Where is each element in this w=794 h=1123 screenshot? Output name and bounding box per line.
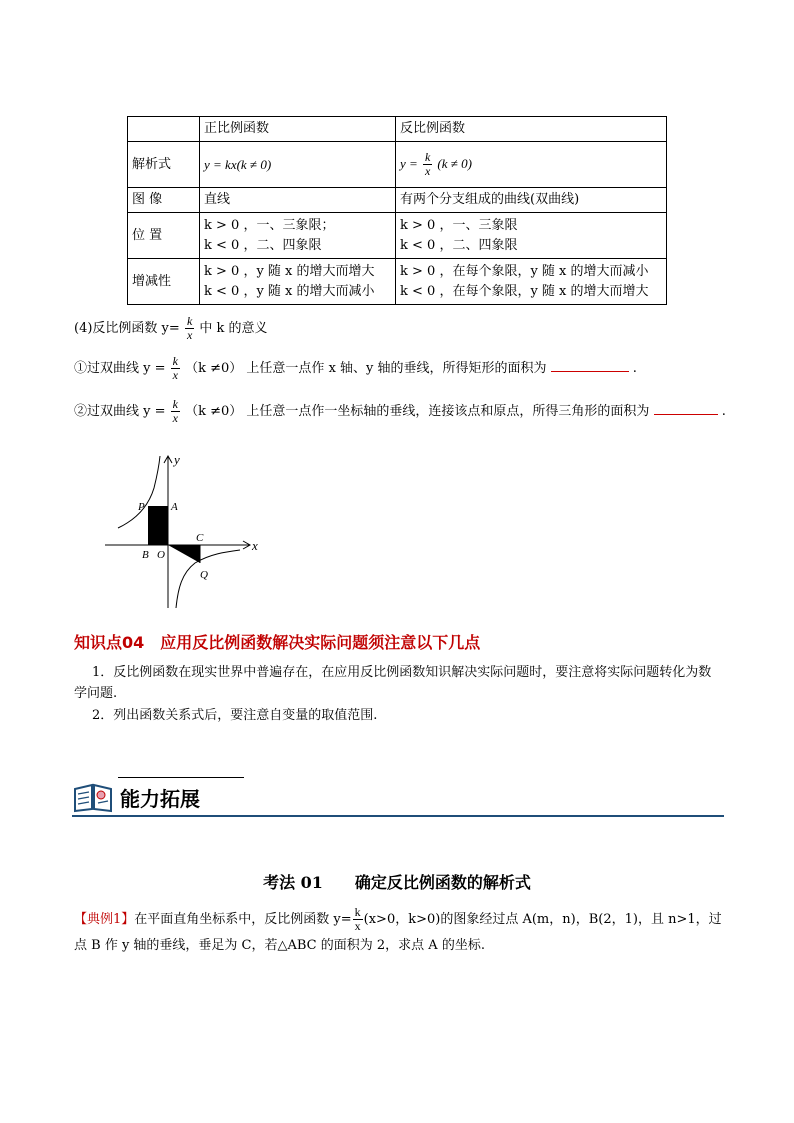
fraction: $\frac{k}{x}$ bbox=[354, 905, 361, 933]
table-row bbox=[128, 259, 667, 305]
row-label: 增减性 bbox=[128, 259, 200, 305]
knowledge-point-title: 知识点04 应用反比例函数解决实际问题须注意以下几点 bbox=[74, 633, 481, 652]
section-heading bbox=[72, 775, 724, 817]
inverse-formula: y = $\frac{k}{x}$ (k ≠ 0) bbox=[396, 142, 667, 188]
fraction: $\frac{k}{x}$ bbox=[424, 150, 431, 178]
answer-blank[interactable] bbox=[551, 360, 629, 372]
label-b: B bbox=[142, 549, 149, 561]
fraction: $\frac{k}{x}$ bbox=[172, 397, 178, 425]
label-c: C bbox=[196, 532, 204, 544]
example-1: 【典例1】在平面直角坐标系中，反比例函数 y= $\frac{k}{x}$ (x>0，k>0)的图象经过点 A(m，n)，B(2，1)，且 n>1，过点 B 作 y 轴的垂线，垂足为 C，若△ABC 的面积为 2，求点 A 的坐标. bbox=[74, 905, 722, 953]
table-header-row bbox=[128, 117, 667, 142]
table-header-cell bbox=[128, 117, 200, 142]
direct-cell: k > 0 ，一、三象限； k < 0 ，二、四象限 bbox=[200, 213, 396, 259]
section-title: 能力拓展 bbox=[120, 787, 200, 811]
label-x: x bbox=[252, 538, 258, 553]
comparison-table bbox=[127, 116, 667, 305]
direct-cell: 直线 bbox=[200, 188, 396, 213]
triangle-ocq bbox=[168, 545, 200, 563]
direct-formula: y = kx(k ≠ 0) bbox=[200, 142, 396, 188]
row-label: 解析式 bbox=[128, 142, 200, 188]
inverse-cell: k > 0 ，在每个象限，y 随 x 的增大而减小 k < 0 ，在每个象限，y 随 x 的增大而增大 bbox=[396, 259, 667, 305]
open-book-icon bbox=[72, 781, 114, 813]
fraction: $\frac{k}{x}$ bbox=[186, 314, 193, 342]
row-label: 图 像 bbox=[128, 188, 200, 213]
inverse-cell: 有两个分支组成的曲线(双曲线) bbox=[396, 188, 667, 213]
item-1: ①过双曲线 y = $\frac{k}{x}$ （k ≠0） 上任意一点作 x 轴、y 轴的垂线，所得矩形的面积为 . bbox=[74, 354, 637, 382]
method-title: 考法 01 确定反比例函数的解析式 bbox=[263, 873, 531, 892]
label-o: O bbox=[157, 549, 165, 561]
label-y: y bbox=[174, 452, 180, 467]
hyperbola-figure bbox=[100, 448, 280, 613]
knowledge-point-p1: 1．反比例函数在现实世界中普遍存在，在应用反比例函数知识解决实际问题时，要注意将实际问题转化为数学问题. bbox=[74, 665, 712, 701]
item-2: ②过双曲线 y = $\frac{k}{x}$ （k ≠0） 上任意一点作一坐标轴的垂线，连接该点和原点，所得三角形的面积为 . bbox=[74, 397, 726, 425]
heading-top-rule bbox=[118, 777, 244, 778]
label-a: A bbox=[171, 501, 178, 513]
knowledge-point-p2: 2．列出函数关系式后，要注意自变量的取值范围. bbox=[92, 708, 378, 723]
table-row bbox=[128, 188, 667, 213]
answer-blank[interactable] bbox=[654, 403, 718, 415]
fraction: $\frac{k}{x}$ bbox=[172, 354, 178, 382]
hyperbola-branch-right bbox=[176, 550, 240, 608]
example-tag: 【典例1】 bbox=[74, 912, 135, 927]
inverse-cell: k > 0 ，一、三象限 k < 0 ，二、四象限 bbox=[396, 213, 667, 259]
heading-rule bbox=[72, 815, 724, 817]
label-p: P bbox=[138, 501, 145, 513]
label-q: Q bbox=[200, 569, 208, 581]
table-header-cell: 反比例函数 bbox=[396, 117, 667, 142]
direct-cell: k > 0 ，y 随 x 的增大而增大 k < 0 ，y 随 x 的增大而减小 bbox=[200, 259, 396, 305]
row-label: 位 置 bbox=[128, 213, 200, 259]
table-header-cell: 正比例函数 bbox=[200, 117, 396, 142]
meaning-line: (4)反比例函数 y= $\frac{k}{x}$ 中 k 的意义 bbox=[74, 314, 268, 342]
rectangle-pabo bbox=[148, 506, 168, 545]
table-row bbox=[128, 213, 667, 259]
table-row bbox=[128, 142, 667, 188]
